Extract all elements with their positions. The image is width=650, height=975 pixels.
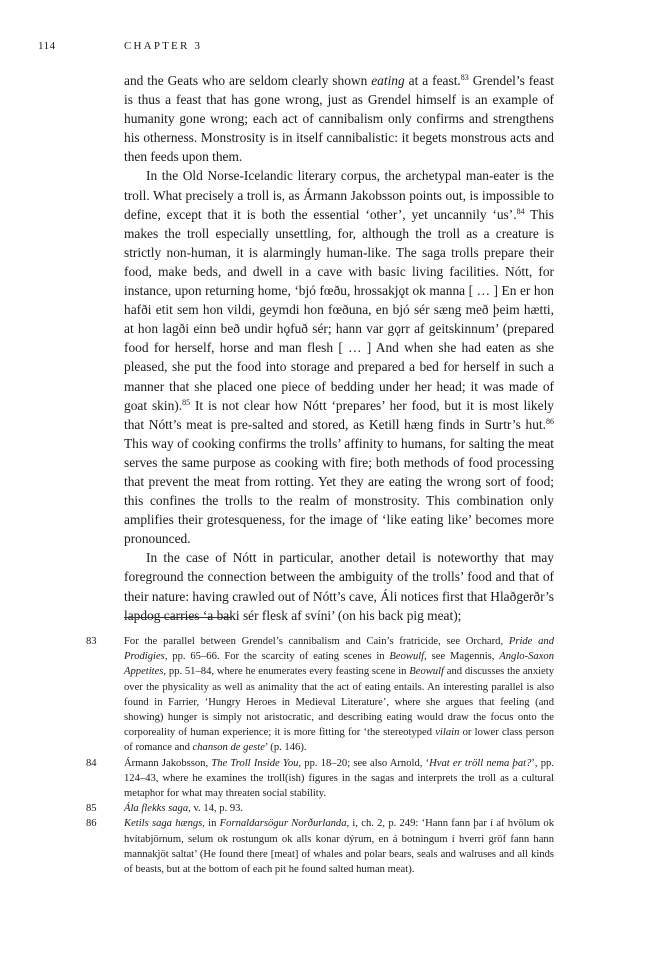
text-run: , i, ch. 2, p. 249: ‘Hann fann þar í af hvölum ok hvítabjörnum, selum ok rostungum ok alls konar dýrum, en á botningum í hverri gröf fann hann mannakjöt saltat’ (He found there [meat] of whales and polar bears, seals and walruses and all kinds of beasts, but at the bottom of each pit he found salted human meat). — [124, 818, 554, 876]
footnote-85 — [86, 801, 554, 816]
text-run: , v. 14, p. 93. — [188, 803, 244, 815]
text-run: This way of cooking confirms the trolls’ affinity to humans, for salting the meat serves the same purpose as cooking with fire; both methods of food processing that prevent the meat from rotting. Yet they are eating the wrong sort of food; this confines the trolls to the realm of monstrosity. This combination only amplifies their grotesqueness, for the image of ‘like eating like’ becomes more pronounced. — [124, 435, 554, 547]
footnote-84 — [86, 756, 554, 802]
text-run: ’ (p. 146). — [264, 742, 307, 754]
footnote-86 — [86, 816, 554, 877]
page-number: 114 — [38, 40, 56, 52]
text-run: , see Magennis, — [424, 651, 500, 663]
emphasis: The Troll Inside You — [211, 757, 299, 769]
emphasis: Fornaldarsögur Norðurlanda — [219, 818, 347, 830]
footnote-ref[interactable]: 84 — [516, 206, 525, 216]
text-run: , pp. 51–84, where he enumerates every feasting scene in — [163, 666, 410, 678]
footnote-number: 84 — [86, 757, 97, 769]
footnote-ref[interactable]: 83 — [460, 73, 469, 82]
text-run: and the Geats who are seldom clearly shown — [124, 73, 372, 88]
footnote-number: 83 — [86, 636, 97, 647]
text-run: or lower class person of romance and — [124, 727, 554, 754]
footnote-ref[interactable]: 86 — [546, 416, 554, 426]
text-run: , pp. 18–20; see also Arnold, ‘ — [298, 757, 430, 769]
footnote-83 — [86, 634, 554, 756]
text-run: Grendel’s feast is thus a feast that has gone wrong, just as Grendel himself is an example of humanity gone wrong; each act of cannibalism only confirms and strengthens his otherness. Monstrosity is in itself cannibalistic: it begets monstrous acts and then feeds upon them. — [124, 73, 555, 165]
text-run: , in — [202, 818, 220, 830]
paragraph-3: In the case of Nótt in particular, another detail is noteworthy that may foreground the connection between the ambiguity of the trolls’ food and that of their nature: having crawled out of Nótt’s cave, Áli notices first that Hlaðgerðr’s lapdog carries ‘a baki sér flesk af svíni’ (on his back pig meat); — [124, 550, 554, 623]
emphasis: Pride and Prodigies — [124, 636, 555, 663]
emphasis: chanson de geste — [192, 742, 265, 754]
footnote-ref[interactable]: 85 — [182, 397, 191, 407]
emphasis: Ketils saga hængs — [124, 818, 203, 830]
text-run: For the parallel between Grendel’s cannibalism and Cain’s fratricide, see Orchard, — [124, 636, 509, 647]
emphasis: Ála flekks saga — [124, 803, 189, 815]
emphasis: Hvat er tröll nema þat? — [429, 757, 532, 769]
emphasis: Beowulf — [389, 651, 425, 663]
running-header — [38, 40, 558, 56]
text-run: Ármann Jakobsson, — [124, 757, 212, 769]
text-run: and discusses the anxiety over the physicality as well as animality that the act of eating entails. An interesting parallel is also found in Farrier, ‘Hungry Heroes in Medieval Literature’, where she argues that feeling (and showing) hunger is simply not aristocratic, and describing eating would draw the focus onto the corporeality of human experience; it is more fitting for ‘the stereotyped — [124, 666, 554, 739]
text-run: , pp. 65–66. For the scarcity of eating scenes in — [164, 651, 390, 663]
text-run: It is not clear how Nótt ‘prepares’ her food, but it is most likely that Nótt’s meat is pre-salted and stored, as Ketill hæng finds in Surtr’s hut. — [124, 397, 554, 432]
text-run: ’, pp. 124–43, where he examines the troll(ish) figures in the sagas and interprets the troll as a cultural metaphor for what may threaten social stability. — [124, 757, 554, 800]
paragraph-1 — [124, 71, 554, 166]
emphasis: Beowulf — [409, 666, 444, 678]
body-text — [124, 71, 554, 625]
footnote-divider — [124, 617, 232, 618]
emphasis: vilain — [435, 727, 460, 739]
footnotes — [86, 634, 554, 877]
paragraph-2 — [124, 166, 554, 548]
footnote-number: 86 — [86, 818, 97, 830]
emphasis: Anglo-Saxon Appetites — [124, 651, 554, 678]
emphasis: eating — [371, 73, 405, 88]
text-run: at a feast. — [404, 73, 461, 88]
chapter-title: CHAPTER 3 — [124, 40, 203, 52]
text-run: In the Old Norse-Icelandic literary corpus, the archetypal man-eater is the troll. What precisely a troll is, as Ármann Jakobsson points out, is impossible to define, except that it is both the essential ‘other’, yet uncannily ‘us’. — [124, 168, 554, 222]
text-run: This makes the troll especially unsettling, for, although the troll as a creature is strictly non-human, it is alarmingly human-like. The saga trolls prepare their food, make beds, and dwell in a cave with basic living facilities. Nótt, for instance, upon returning home, ‘bjó fœðu, hrossakjǫt ok manna [ … ] En er hon hafði etit sem hon vildi, geymdi hon fœðuna, en bjó sér sæng með þeim hætti, at hon lagði einn beð undir hǫfuð sér; hann var gǫrr af geitskinnum’ (prepared food for herself, horse and man flesh [ … ] And when she had eaten as she pleased, she put the food into storage and prepared a bed for herself in such a manner that she placed one piece of bedding under her head; it was made of goat skin). — [124, 206, 554, 413]
footnote-number: 85 — [86, 803, 97, 815]
